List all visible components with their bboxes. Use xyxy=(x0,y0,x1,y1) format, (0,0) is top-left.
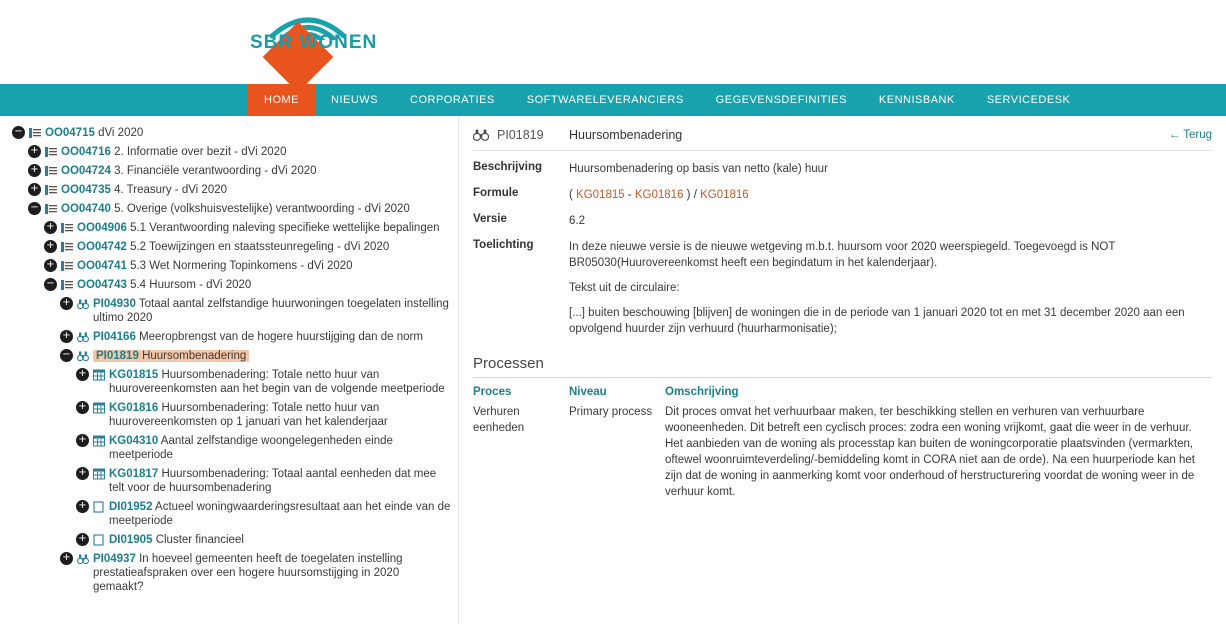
tree-node-di01905[interactable] xyxy=(4,533,452,547)
tree-node-label[interactable]: KG01817 Huursombenadering: Totaal aantal eenheden dat mee telt voor de huursombenadering xyxy=(109,468,437,494)
formula-minus: - xyxy=(624,189,635,201)
tree-node-pi01819[interactable] xyxy=(4,349,452,363)
tree-node-label[interactable]: OO04724 3. Financiële verantwoording - dVi 2020 xyxy=(61,165,317,177)
expand-toggle-icon[interactable]: + xyxy=(28,183,41,196)
tree-node-pi04930[interactable] xyxy=(4,297,452,325)
detail-pane xyxy=(458,116,1226,624)
field-label-formule: Formule xyxy=(473,187,519,199)
tree-node-label[interactable]: PI04937 In hoeveel gemeenten heeft de toegelaten instelling prestatieafspraken over een hogere huursomstijging in 2020 gemaakt? xyxy=(93,553,403,593)
list-icon xyxy=(61,260,73,272)
table-header-row xyxy=(473,386,1212,404)
tree-node-kg01817[interactable] xyxy=(4,467,452,495)
pi-icon xyxy=(77,331,89,343)
field-value-toelichting xyxy=(569,239,1212,337)
tree-node-oo04716[interactable] xyxy=(4,145,452,159)
tree-node-label[interactable]: DI01905 Cluster financieel xyxy=(109,534,244,546)
field-formule xyxy=(473,187,1212,203)
expand-toggle-icon[interactable]: + xyxy=(44,259,57,272)
tree-node-label[interactable]: OO04906 5.1 Verantwoording naleving specifieke wettelijke bepalingen xyxy=(77,222,440,234)
formula-close: ) / xyxy=(683,189,701,201)
field-versie xyxy=(473,213,1212,229)
toelichting-paragraph-1: In deze nieuwe versie is de nieuwe wetgeving m.b.t. huursom voor 2020 weerspiegeld. Toegevoegd is NOT BR05030(Huurovereenkomst heeft een begindatum in het kalenderjaar). xyxy=(569,241,1116,269)
detail-code: PI01819 xyxy=(497,128,544,142)
expand-toggle-icon[interactable]: + xyxy=(76,401,89,414)
processen-table xyxy=(473,386,1212,500)
field-value-versie: 6.2 xyxy=(569,215,585,227)
tree-node-label[interactable]: OO04740 5. Overige (volkshuisvestelijke) verantwoording - dVi 2020 xyxy=(61,203,410,215)
logo-text-wonen: WONEN xyxy=(299,32,378,53)
expand-toggle-icon[interactable]: + xyxy=(76,368,89,381)
pi-icon xyxy=(77,553,89,565)
toelichting-paragraph-3: [...] buiten beschouwing [blijven] de woningen die in de periode van 1 januari 2020 tot en met 31 december 2020 aan een opvolgend huurder zijn verhuurd (huurharmonisatie); xyxy=(569,307,1185,335)
tree-node-label[interactable]: PI01819 Huursombenadering xyxy=(93,349,249,363)
expand-toggle-icon[interactable]: + xyxy=(44,240,57,253)
expand-toggle-icon[interactable]: + xyxy=(28,145,41,158)
logo-text xyxy=(250,32,378,54)
tree-node-label[interactable]: KG01816 Huursombenadering: Totale netto huur van huurovereenkomsten op 1 januari van het kalenderjaar xyxy=(109,402,388,428)
tree-node-label[interactable]: KG04310 Aantal zelfstandige woongelegenheden einde meetperiode xyxy=(109,435,393,461)
list-icon xyxy=(29,127,41,139)
kg-icon xyxy=(93,402,105,414)
toelichting-paragraph-2: Tekst uit de circulaire: xyxy=(569,282,680,294)
collapse-toggle-icon[interactable]: − xyxy=(12,126,25,139)
tree-node-label[interactable]: OO04741 5.3 Wet Normering Topinkomens - dVi 2020 xyxy=(77,260,353,272)
section-title-processen: Processen xyxy=(473,355,1212,378)
di-icon xyxy=(93,501,105,513)
nav-item-gegevensdefinities[interactable]: GEGEVENSDEFINITIES xyxy=(715,94,847,106)
list-icon xyxy=(45,203,57,215)
tree-node-label[interactable]: OO04742 5.2 Toewijzingen en staatssteunregeling - dVi 2020 xyxy=(77,241,390,253)
detail-title: Huursombenadering xyxy=(569,128,683,142)
nav-item-kennisbank[interactable]: KENNISBANK xyxy=(878,94,955,106)
pi-icon xyxy=(77,350,89,362)
field-value-beschrijving: Huursombenadering op basis van netto (kale) huur xyxy=(569,163,828,175)
nav-item-home[interactable]: HOME xyxy=(248,84,315,116)
field-label-versie: Versie xyxy=(473,213,507,225)
tree-node-oo04735[interactable] xyxy=(4,183,452,197)
cell-omschrijving: Dit proces omvat het verhuurbaar maken, ter beschikking stellen en verhuren van verhuurbare wooneenheden. Dit betreft een cyclisch proces: zodra een woning vrijkomt, gaat die weer in de verhuur. Het aanbieden van de woning als processtap kan buiten de woningcorporatie plaatsvinden (vermarkten, oftewel woonruimteverdeling/-bemiddeling komt in CORA niet aan de orde). Na een huurperiode kan het zijn dat de woning in aanmerking komt voor onderhoud of herstructurering voordat de woning weer in de verhuur komt. xyxy=(665,406,1195,498)
di-icon xyxy=(93,534,105,546)
nav-item-softwareleveranciers[interactable]: SOFTWARELEVERANCIERS xyxy=(526,94,684,106)
field-value-formule xyxy=(569,187,1212,203)
list-icon xyxy=(61,222,73,234)
tree-node-pi04937[interactable] xyxy=(4,552,452,594)
site-header xyxy=(0,0,1226,84)
table-row xyxy=(473,404,1212,500)
logo[interactable] xyxy=(248,2,378,82)
formula-ref-kg01815[interactable]: KG01815 xyxy=(576,189,625,201)
kg-icon xyxy=(93,468,105,480)
list-icon xyxy=(45,165,57,177)
tree-node-label[interactable]: PI04166 Meeropbrengst van de hogere huurstijging dan de norm xyxy=(93,331,423,343)
formula-open: ( xyxy=(569,189,577,201)
field-label-beschrijving: Beschrijving xyxy=(473,161,543,173)
expand-toggle-icon[interactable]: + xyxy=(76,500,89,513)
binoculars-icon xyxy=(473,128,489,142)
pi-icon xyxy=(77,298,89,310)
list-icon xyxy=(61,241,73,253)
cell-proces: Verhuren eenheden xyxy=(473,406,525,434)
field-beschrijving xyxy=(473,161,1212,177)
tree-node-oo04743[interactable] xyxy=(4,278,452,292)
column-header-niveau: Niveau xyxy=(569,386,607,398)
expand-toggle-icon[interactable]: + xyxy=(44,221,57,234)
tree-node-oo04740[interactable] xyxy=(4,202,452,216)
expand-toggle-icon[interactable]: + xyxy=(60,330,73,343)
field-label-toelichting: Toelichting xyxy=(473,239,534,251)
tree-node-oo04741[interactable] xyxy=(4,259,452,273)
tree-node-label[interactable]: OO04715 dVi 2020 xyxy=(45,127,144,139)
tree-node-kg04310[interactable] xyxy=(4,434,452,462)
field-toelichting xyxy=(473,239,1212,337)
list-icon xyxy=(45,146,57,158)
expand-toggle-icon[interactable]: + xyxy=(28,164,41,177)
detail-header xyxy=(473,128,1212,151)
kg-icon xyxy=(93,369,105,381)
tree-node-oo04742[interactable] xyxy=(4,240,452,254)
definition-tree[interactable] xyxy=(0,116,458,624)
tree-node-label[interactable]: OO04735 4. Treasury - dVi 2020 xyxy=(61,184,228,196)
tree-node-kg01815[interactable] xyxy=(4,368,452,396)
formula-ref-kg01816-b[interactable]: KG01816 xyxy=(700,189,749,201)
tree-node-kg01816[interactable] xyxy=(4,401,452,429)
expand-toggle-icon[interactable]: + xyxy=(60,297,73,310)
collapse-toggle-icon[interactable]: − xyxy=(28,202,41,215)
nav-item-servicedesk[interactable]: SERVICEDESK xyxy=(986,94,1071,106)
tree-node-label[interactable]: DI01952 Actueel woningwaarderingsresultaat aan het einde van de meetperiode xyxy=(109,501,451,527)
collapse-toggle-icon[interactable]: − xyxy=(44,278,57,291)
list-icon xyxy=(61,279,73,291)
nav-item-nieuws[interactable]: NIEUWS xyxy=(331,94,378,106)
logo-text-sbr: SBR xyxy=(250,32,294,53)
collapse-toggle-icon[interactable]: − xyxy=(60,349,73,362)
tree-node-pi04166[interactable] xyxy=(4,330,452,344)
column-header-proces: Proces xyxy=(473,386,512,398)
back-link[interactable]: ← Terug xyxy=(1168,129,1212,141)
kg-icon xyxy=(93,435,105,447)
tree-node-label[interactable]: PI04930 Totaal aantal zelfstandige huurwoningen toegelaten instelling ultimo 2020 xyxy=(93,298,449,324)
nav-item-corporaties[interactable]: CORPORATIES xyxy=(410,94,495,106)
main-content xyxy=(0,116,1226,624)
list-icon xyxy=(45,184,57,196)
expand-toggle-icon[interactable]: + xyxy=(76,434,89,447)
tree-node-oo04715[interactable] xyxy=(4,126,452,140)
main-navigation xyxy=(0,84,1226,116)
tree-node-oo04724[interactable] xyxy=(4,164,452,178)
expand-toggle-icon[interactable]: + xyxy=(60,552,73,565)
expand-toggle-icon[interactable]: + xyxy=(76,467,89,480)
column-header-omschrijving: Omschrijving xyxy=(665,386,739,398)
formula-ref-kg01816-a[interactable]: KG01816 xyxy=(634,189,684,201)
cell-niveau: Primary process xyxy=(569,406,653,418)
tree-node-label[interactable]: OO04716 2. Informatie over bezit - dVi 2020 xyxy=(61,146,287,158)
tree-node-oo04906[interactable] xyxy=(4,221,452,235)
expand-toggle-icon[interactable]: + xyxy=(76,533,89,546)
tree-node-label[interactable]: KG01815 Huursombenadering: Totale netto huur van huurovereenkomsten aan het begin van de volgende meetperiode xyxy=(109,369,445,395)
tree-node-label[interactable]: OO04743 5.4 Huursom - dVi 2020 xyxy=(77,279,252,291)
tree-node-di01952[interactable] xyxy=(4,500,452,528)
